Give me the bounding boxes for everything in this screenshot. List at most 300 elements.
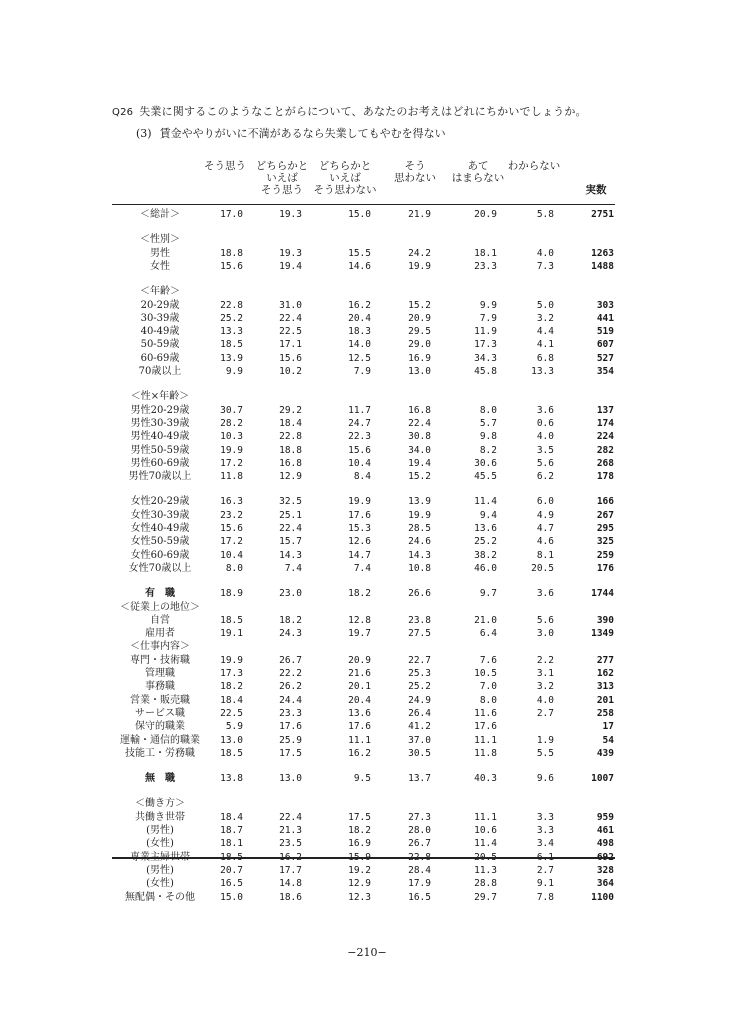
cell-value: 8.0 [479,404,497,416]
cell-value: 14.6 [348,260,371,272]
cell-value: 15.7 [279,536,302,548]
cell-count: 527 [596,352,614,364]
cell-value: 38.2 [474,549,497,561]
cell-value: 13.7 [408,773,431,785]
cell-value: 9.5 [353,773,371,785]
cell-value: 15.6 [279,352,302,364]
cell-value: 11.8 [220,471,243,483]
row-label: 20-29歳 [140,299,180,311]
cell-count: 607 [596,339,614,351]
row-label: 30-39歳 [140,312,180,324]
cell-value: 18.2 [279,614,302,626]
cell-value: 9.4 [479,509,497,521]
cell-value: 14.8 [279,878,302,890]
cell-value: 14.0 [348,339,371,351]
table-row [0,824,734,837]
cell-value: 11.8 [474,747,497,759]
cell-value: 46.0 [474,562,497,574]
cell-value: 7.4 [284,562,302,574]
cell-value: 21.6 [348,668,371,679]
column-header-line: わからない [507,160,561,172]
table-row [0,772,734,785]
cell-value: 22.5 [220,707,243,719]
table-row [0,614,734,627]
cell-value: 25.2 [474,536,497,548]
row-label: 女性40-49歳 [130,523,190,534]
table-row [0,509,734,522]
cell-value: 18.8 [220,247,243,259]
cell-value: 5.8 [536,209,554,220]
table-row [0,562,734,575]
cell-value: 17.2 [220,457,243,469]
cell-value: 24.4 [279,694,302,706]
cell-value: 17.5 [279,747,302,759]
cell-count: 313 [596,681,614,693]
row-label: ＜働き方＞ [135,798,185,810]
cell-value: 21.0 [474,614,497,626]
table-row [0,549,734,562]
cell-value: 14.3 [279,549,302,561]
cell-value: 14.7 [348,549,371,561]
cell-value: 5.9 [225,721,243,733]
cell-value: 18.8 [279,444,302,456]
cell-count: 692 [596,851,614,863]
cell-value: 4.0 [536,694,554,706]
cell-value: 2.2 [536,654,554,666]
row-label: 専門・技術職 [130,654,190,666]
row-label: サービス職 [135,707,185,719]
column-header-line: どちらかと [255,160,309,172]
row-label: 無配偶・その他 [125,891,195,903]
cell-count: 498 [596,838,614,850]
cell-value: 8.0 [479,694,497,706]
row-label: ＜性×年齢＞ [130,391,190,403]
row-label: 男性 [150,247,170,259]
cell-value: 16.5 [220,878,243,890]
cell-value: 14.3 [408,549,431,561]
cell-value: 30.8 [408,431,431,443]
cell-value: 20.9 [348,654,371,666]
cell-value: 26.2 [279,681,302,693]
row-label: ＜年齢＞ [140,286,180,298]
cell-count: 2751 [591,209,614,220]
row-label: 無 職 [145,773,175,785]
cell-value: 3.3 [536,811,554,823]
table-row [0,864,734,877]
cell-value: 3.0 [536,628,554,640]
column-header-line: そう思わない [313,184,377,196]
cell-value: 15.3 [348,523,371,534]
row-label: 管理職 [145,668,175,679]
cell-count: 1263 [591,247,614,259]
table-row [0,430,734,443]
row-label: (男性) [146,864,174,876]
cell-value: 22.4 [279,811,302,823]
row-label: 女性 [150,260,170,272]
cell-count: 325 [596,536,614,548]
cell-value: 22.3 [348,431,371,443]
row-label: 技能工・労務職 [125,747,195,759]
cell-count: 1100 [591,891,614,903]
cell-value: 9.8 [479,431,497,443]
cell-value: 34.3 [474,352,497,364]
cell-value: 12.9 [348,878,371,890]
cell-value: 3.4 [536,838,554,850]
cell-value: 15.6 [348,444,371,456]
table-row [0,247,734,260]
cell-count: 162 [596,668,614,679]
cell-count: 295 [596,523,614,534]
table-row [0,522,734,535]
cell-count: 461 [596,825,614,836]
cell-value: 21.3 [279,825,302,836]
cell-count: 268 [596,457,614,469]
row-label: ＜総計＞ [140,209,180,220]
cell-value: 16.3 [220,496,243,508]
cell-value: 24.2 [408,247,431,259]
subquestion-number: (3) [136,127,152,140]
cell-count: 258 [596,707,614,719]
cell-value: 24.3 [279,628,302,640]
row-label: ＜従業上の地位＞ [120,601,200,613]
cell-value: 15.9 [348,851,371,863]
cell-value: 5.6 [536,457,554,469]
cell-value: 6.1 [536,851,554,863]
cell-value: 9.6 [536,773,554,785]
row-label: 女性20-29歳 [130,496,190,508]
column-header-line: 思わない [394,172,436,184]
cell-value: 7.9 [353,366,371,377]
cell-value: 11.3 [474,864,497,876]
cell-value: 20.4 [348,694,371,706]
column-header-line: いえば [266,172,298,184]
cell-value: 17.3 [220,668,243,679]
cell-value: 18.5 [220,851,243,863]
cell-count: 174 [596,417,614,429]
cell-count: 224 [596,431,614,443]
cell-value: 19.7 [348,628,371,640]
cell-value: 18.4 [220,694,243,706]
table-row [0,837,734,850]
cell-value: 27.3 [408,811,431,823]
cell-value: 19.9 [408,509,431,521]
cell-value: 13.9 [408,496,431,508]
row-label: (女性) [146,838,174,850]
column-header-line: あて [467,160,489,172]
cell-value: 40.3 [474,773,497,785]
cell-value: 28.2 [220,417,243,429]
cell-value: 5.6 [536,614,554,626]
cell-value: 5.5 [536,747,554,759]
row-label: 女性70歳以上 [128,562,192,574]
cell-value: 9.9 [479,299,497,311]
cell-count: 390 [596,614,614,626]
cell-value: 32.5 [279,496,302,508]
cell-value: 22.5 [279,326,302,338]
table-row [0,654,734,667]
cell-value: 25.1 [279,509,302,521]
cell-value: 6.4 [479,628,497,640]
cell-count: 137 [596,404,614,416]
cell-value: 4.7 [536,523,554,534]
row-label: 男性70歳以上 [128,471,192,483]
cell-value: 5.7 [479,417,497,429]
question-number: Q26 [112,107,134,118]
cell-value: 19.1 [220,628,243,640]
cell-value: 13.3 [220,326,243,338]
cell-value: 45.8 [474,366,497,377]
table-row [0,457,734,470]
row-label: 自営 [150,614,170,626]
table-row [0,365,734,378]
cell-value: 41.2 [408,721,431,733]
cell-value: 16.9 [348,838,371,850]
cell-value: 18.2 [348,588,371,600]
row-label: 男性50-59歳 [130,444,190,456]
cell-value: 6.2 [536,471,554,483]
cell-value: 16.2 [279,851,302,863]
table-row [0,640,734,653]
cell-value: 26.4 [408,707,431,719]
cell-value: 19.4 [408,457,431,469]
cell-value: 7.8 [536,891,554,903]
cell-value: 23.2 [220,509,243,521]
cell-value: 28.5 [408,523,431,534]
cell-value: 3.2 [536,681,554,693]
table-row [0,325,734,338]
cell-value: 17.7 [279,864,302,876]
row-label: 男性40-49歳 [130,431,190,443]
cell-count: 54 [602,734,614,746]
cell-count: 328 [596,864,614,876]
cell-value: 7.6 [479,654,497,666]
cell-count: 17 [602,721,614,733]
row-label: ＜仕事内容＞ [130,641,190,653]
cell-value: 10.6 [474,825,497,836]
cell-value: 11.1 [474,734,497,746]
row-label: 運輸・通信的職業 [120,734,200,746]
cell-count: 1744 [591,588,614,600]
cell-value: 19.9 [220,654,243,666]
table-row [0,404,734,417]
cell-value: 34.0 [408,444,431,456]
cell-value: 20.7 [220,864,243,876]
table-row [0,312,734,325]
cell-value: 6.0 [536,496,554,508]
cell-value: 24.9 [408,694,431,706]
cell-value: 7.4 [353,562,371,574]
cell-value: 10.5 [474,668,497,679]
cell-value: 17.9 [408,878,431,890]
cell-value: 4.6 [536,536,554,548]
cell-value: 10.4 [220,549,243,561]
cell-value: 8.2 [479,444,497,456]
cell-value: 9.1 [536,878,554,890]
page-number: −210− [347,946,387,959]
cell-value: 15.6 [220,523,243,534]
cell-count: 259 [596,549,614,561]
cell-value: 11.1 [348,734,371,746]
table-row [0,627,734,640]
cell-value: 16.2 [348,747,371,759]
cell-value: 13.6 [474,523,497,534]
cell-value: 22.8 [220,299,243,311]
row-label: 男性30-39歳 [130,417,190,429]
cell-value: 19.3 [279,209,302,220]
question-text: 失業に関するこのようなことがらについて、あなたのお考えはどれにちかいでしょうか。 [139,105,587,118]
cell-value: 22.7 [408,654,431,666]
row-label: ＜性別＞ [140,234,180,246]
cell-value: 7.0 [479,681,497,693]
cell-value: 0.6 [536,417,554,429]
row-label: 女性50-59歳 [130,536,190,548]
cell-value: 37.0 [408,734,431,746]
cell-value: 10.3 [220,431,243,443]
row-label: (女性) [146,878,174,890]
cell-value: 3.5 [536,444,554,456]
cell-value: 29.2 [279,404,302,416]
column-header-line: そう [404,160,426,172]
column-header-line: 実数 [585,184,607,196]
cell-value: 22.4 [408,417,431,429]
cell-count: 1349 [591,628,614,640]
cell-value: 20.5 [531,562,554,574]
cell-value: 22.2 [279,668,302,679]
cell-value: 11.6 [474,707,497,719]
cell-value: 20.4 [348,312,371,324]
cell-value: 15.2 [408,299,431,311]
cell-value: 17.0 [220,209,243,220]
row-label: (男性) [146,825,174,836]
cell-value: 11.7 [348,404,371,416]
cell-value: 6.8 [536,352,554,364]
table-row [0,707,734,720]
cell-count: 364 [596,878,614,890]
column-header-line: いえば [329,172,361,184]
cell-value: 18.4 [279,417,302,429]
cell-value: 20.1 [348,681,371,693]
cell-count: 519 [596,326,614,338]
cell-value: 17.1 [279,339,302,351]
cell-value: 29.7 [474,891,497,903]
cell-value: 28.0 [408,825,431,836]
cell-value: 8.1 [536,549,554,561]
cell-count: 267 [596,509,614,521]
subquestion-text: 賃金ややりがいに不満があるなら失業してもやむを得ない [159,127,446,140]
cell-value: 15.2 [408,471,431,483]
cell-value: 17.3 [474,339,497,351]
cell-value: 17.6 [279,721,302,733]
cell-value: 7.3 [536,260,554,272]
cell-count: 166 [596,496,614,508]
cell-value: 4.0 [536,247,554,259]
cell-value: 19.9 [408,260,431,272]
cell-value: 29.5 [408,326,431,338]
cell-value: 18.5 [220,339,243,351]
cell-value: 9.9 [225,366,243,377]
cell-value: 30.7 [220,404,243,416]
cell-value: 3.2 [536,312,554,324]
cell-value: 20.9 [408,312,431,324]
cell-value: 12.3 [348,891,371,903]
cell-value: 18.1 [474,247,497,259]
table-row [0,734,734,747]
cell-value: 7.9 [479,312,497,324]
cell-value: 17.6 [348,721,371,733]
cell-value: 5.0 [536,299,554,311]
cell-value: 21.9 [408,209,431,220]
cell-value: 24.6 [408,536,431,548]
cell-value: 26.7 [279,654,302,666]
cell-value: 18.5 [220,747,243,759]
table-row [0,747,734,760]
row-label: 有 職 [145,588,175,600]
cell-value: 4.4 [536,326,554,338]
cell-value: 11.4 [474,838,497,850]
cell-value: 29.0 [408,339,431,351]
cell-value: 16.8 [279,457,302,469]
cell-value: 15.0 [220,891,243,903]
cell-value: 3.6 [536,588,554,600]
cell-value: 17.2 [220,536,243,548]
cell-value: 19.9 [220,444,243,456]
cell-value: 11.4 [474,496,497,508]
cell-value: 18.9 [220,588,243,600]
table-row [0,299,734,312]
cell-count: 1488 [591,260,614,272]
table-row [0,390,734,403]
cell-value: 23.3 [279,707,302,719]
row-label: 男性60-69歳 [130,457,190,469]
cell-count: 176 [596,562,614,574]
table-row [0,470,734,483]
cell-value: 20.5 [474,851,497,863]
cell-value: 12.6 [348,536,371,548]
cell-value: 26.6 [408,588,431,600]
cell-count: 439 [596,747,614,759]
cell-value: 13.0 [220,734,243,746]
cell-value: 19.3 [279,247,302,259]
table-row [0,444,734,457]
cell-value: 16.5 [408,891,431,903]
table-row [0,667,734,680]
cell-value: 15.5 [348,247,371,259]
cell-value: 27.5 [408,628,431,640]
cell-value: 18.1 [220,838,243,850]
row-label: 専業主婦世帯 [130,851,190,863]
cell-value: 13.3 [531,366,554,377]
cell-value: 4.0 [536,431,554,443]
table-row [0,877,734,890]
cell-value: 22.4 [279,312,302,324]
cell-value: 10.2 [279,366,302,377]
cell-count: 201 [596,694,614,706]
cell-value: 12.9 [279,471,302,483]
cell-value: 13.8 [220,773,243,785]
cell-value: 2.7 [536,864,554,876]
row-label: 雇用者 [145,628,175,640]
row-label: 共働き世帯 [135,811,185,823]
cell-value: 23.8 [408,614,431,626]
cell-value: 22.4 [279,523,302,534]
cell-value: 25.2 [220,312,243,324]
cell-value: 23.5 [279,838,302,850]
cell-value: 28.4 [408,864,431,876]
cell-value: 15.6 [220,260,243,272]
cell-value: 1.9 [536,734,554,746]
cell-value: 18.2 [348,825,371,836]
column-header-line: そう思う [204,160,246,172]
